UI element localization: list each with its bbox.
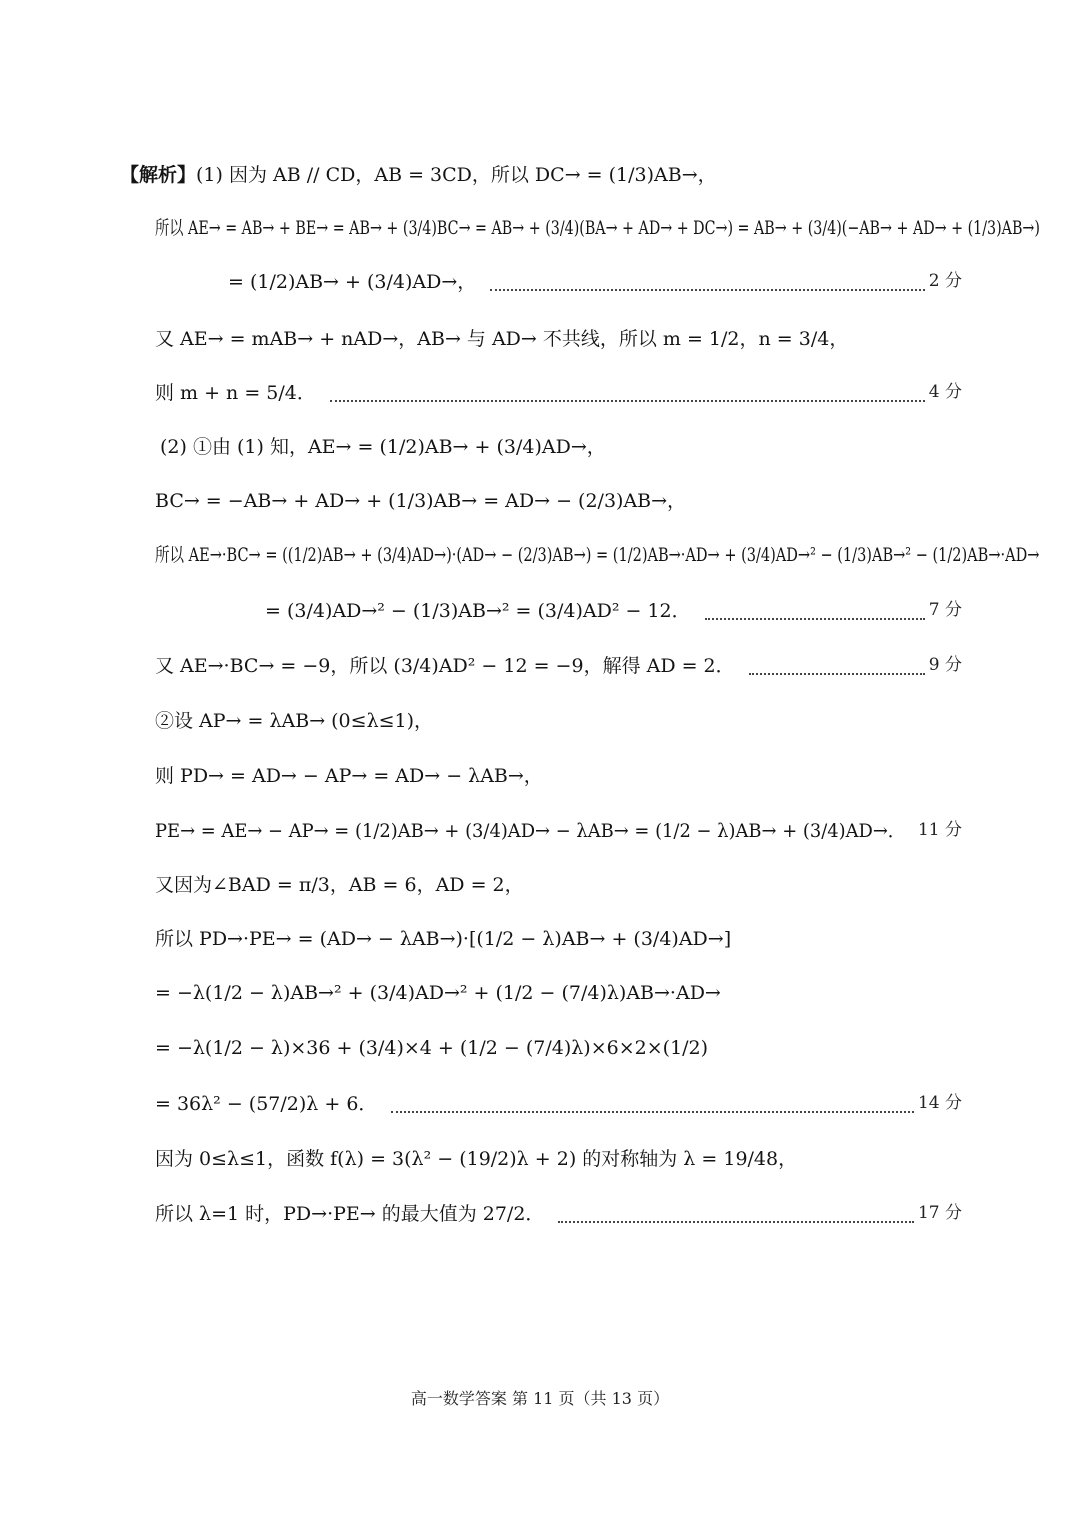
score-marker: 14 分: [917, 1093, 962, 1113]
solution-line: [0, 918, 1080, 958]
solution-line-text: BC→ = −AB→ + AD→ + (1/3)AB→ = AD→ − (2/3)AB→，: [155, 490, 687, 512]
solution-line-text: ②设 AP→ = λAB→ (0≤λ≤1)，: [155, 710, 434, 732]
solution-line-content: [155, 480, 686, 521]
solution-heading-label: 【解析】: [120, 164, 197, 186]
solution-line: [0, 261, 1080, 301]
solution-line-content: [155, 645, 735, 686]
score-marker: 17 分: [917, 1203, 962, 1223]
solution-line: [0, 318, 1080, 358]
solution-line: [0, 645, 1080, 685]
solution-line-text: = −λ(1/2 − λ)AB→² + (3/4)AD→² + (1/2 − (7/4)λ)AB→·AD→: [155, 982, 721, 1004]
solution-line-content: [155, 700, 433, 741]
solution-line-content: [155, 534, 1039, 575]
solution-line: [0, 207, 1080, 247]
solution-line-content: [155, 755, 543, 796]
solution-line-content: [155, 1027, 708, 1068]
solution-line-text: 又因为∠BAD = π/3，AB = 6，AD = 2，: [155, 874, 524, 896]
score-marker: 11 分: [917, 820, 962, 840]
solution-line-text: 则 m + n = 5/4．: [155, 382, 316, 404]
solution-line-text: 又 AE→·BC→ = −9，所以 (3/4)AD² − 12 = −9，解得 AD = 2．: [155, 655, 735, 677]
solution-line-content: [265, 590, 691, 631]
solution-line-content: [155, 372, 316, 413]
solution-line-text: (2) ①由 (1) 知，AE→ = (1/2)AB→ + (3/4)AD→，: [160, 436, 606, 458]
solution-line-content: [155, 1138, 797, 1179]
solution-line: [0, 755, 1080, 795]
solution-line: [0, 810, 1080, 850]
solution-line: [0, 1193, 1080, 1233]
solution-line-content: [155, 864, 524, 905]
solution-line-text: 又 AE→ = mAB→ + nAD→，AB→ 与 AD→ 不共线，所以 m = 1/2，n = 3/4，: [155, 328, 849, 350]
page-footer: 高一数学答案 第 11 页（共 13 页）: [410, 1389, 670, 1408]
solution-line-text: = −λ(1/2 − λ)×36 + (3/4)×4 + (1/2 − (7/4)λ)×6×2×(1/2): [155, 1037, 709, 1059]
score-leader-dots: [391, 1071, 914, 1113]
score-leader-dots: [705, 578, 925, 620]
solution-line: [0, 154, 1080, 194]
solution-line-text: 因为 0≤λ≤1，函数 f(λ) = 3(λ² − (19/2)λ + 2) 的对称轴为 λ = 19/48，: [155, 1148, 798, 1170]
solution-line-text: 所以 AE→·BC→ = ((1/2)AB→ + (3/4)AD→)·(AD→ − (2/3)AB→) = (1/2)AB→·AD→ + (3/4)AD→² − (1/3)AB→² − (1/2)AB→·AD→: [155, 544, 1040, 566]
score-leader-dots: [558, 1181, 914, 1223]
solution-line-text: = 36λ² − (57/2)λ + 6．: [155, 1093, 378, 1115]
solution-line-text: PE→ = AE→ − AP→ = (1/2)AB→ + (3/4)AD→ − λAB→ = (1/2 − λ)AB→ + (3/4)AD→．: [155, 820, 906, 842]
solution-line: [0, 480, 1080, 520]
score-marker: 2 分: [928, 271, 962, 291]
score-leader-dots: [330, 360, 925, 402]
solution-line-content: [155, 1193, 544, 1234]
score-leader-dots: [490, 249, 925, 291]
solution-line-content: [155, 318, 848, 359]
solution-line-text: = (3/4)AD→² − (1/3)AB→² = (3/4)AD² − 12．: [265, 600, 691, 622]
solution-line: [0, 590, 1080, 630]
solution-line-text: = (1/2)AB→ + (3/4)AD→，: [228, 271, 477, 293]
score-marker: 9 分: [928, 655, 962, 675]
solution-line-text: 则 PD→ = AD→ − AP→ = AD→ − λAB→，: [155, 765, 543, 787]
solution-line: [0, 864, 1080, 904]
solution-line-content: [155, 918, 731, 959]
solution-line-content: [155, 972, 721, 1013]
solution-line-text: (1) 因为 AB // CD，AB = 3CD，所以 DC→ = (1/3)AB→，: [196, 164, 717, 186]
solution-line: [0, 426, 1080, 466]
solution-line-content: [155, 810, 906, 851]
solution-line: [0, 972, 1080, 1012]
solution-line: [0, 700, 1080, 740]
solution-line-content: [155, 1083, 377, 1124]
solution-line-content: [228, 261, 476, 302]
solution-line: [0, 1083, 1080, 1123]
solution-line-content: [120, 154, 717, 195]
solution-line: [0, 372, 1080, 412]
solution-line-text: 所以 PD→·PE→ = (AD→ − λAB→)·[(1/2 − λ)AB→ + (3/4)AD→]: [155, 928, 732, 950]
score-marker: 4 分: [928, 382, 962, 402]
solution-line-content: [160, 426, 606, 467]
solution-line-content: [155, 207, 1040, 248]
score-marker: 7 分: [928, 600, 962, 620]
solution-line: [0, 534, 1080, 574]
solution-line-text: 所以 AE→ = AB→ + BE→ = AB→ + (3/4)BC→ = AB→ + (3/4)(BA→ + AD→ + DC→) = AB→ + (3/4)(−AB→ + AD→ + (1/3)AB→): [155, 217, 1040, 239]
solution-line: [0, 1138, 1080, 1178]
score-leader-dots: [749, 633, 925, 675]
solution-line-text: 所以 λ=1 时，PD→·PE→ 的最大值为 27/2．: [155, 1203, 545, 1225]
solution-line: [0, 1027, 1080, 1067]
